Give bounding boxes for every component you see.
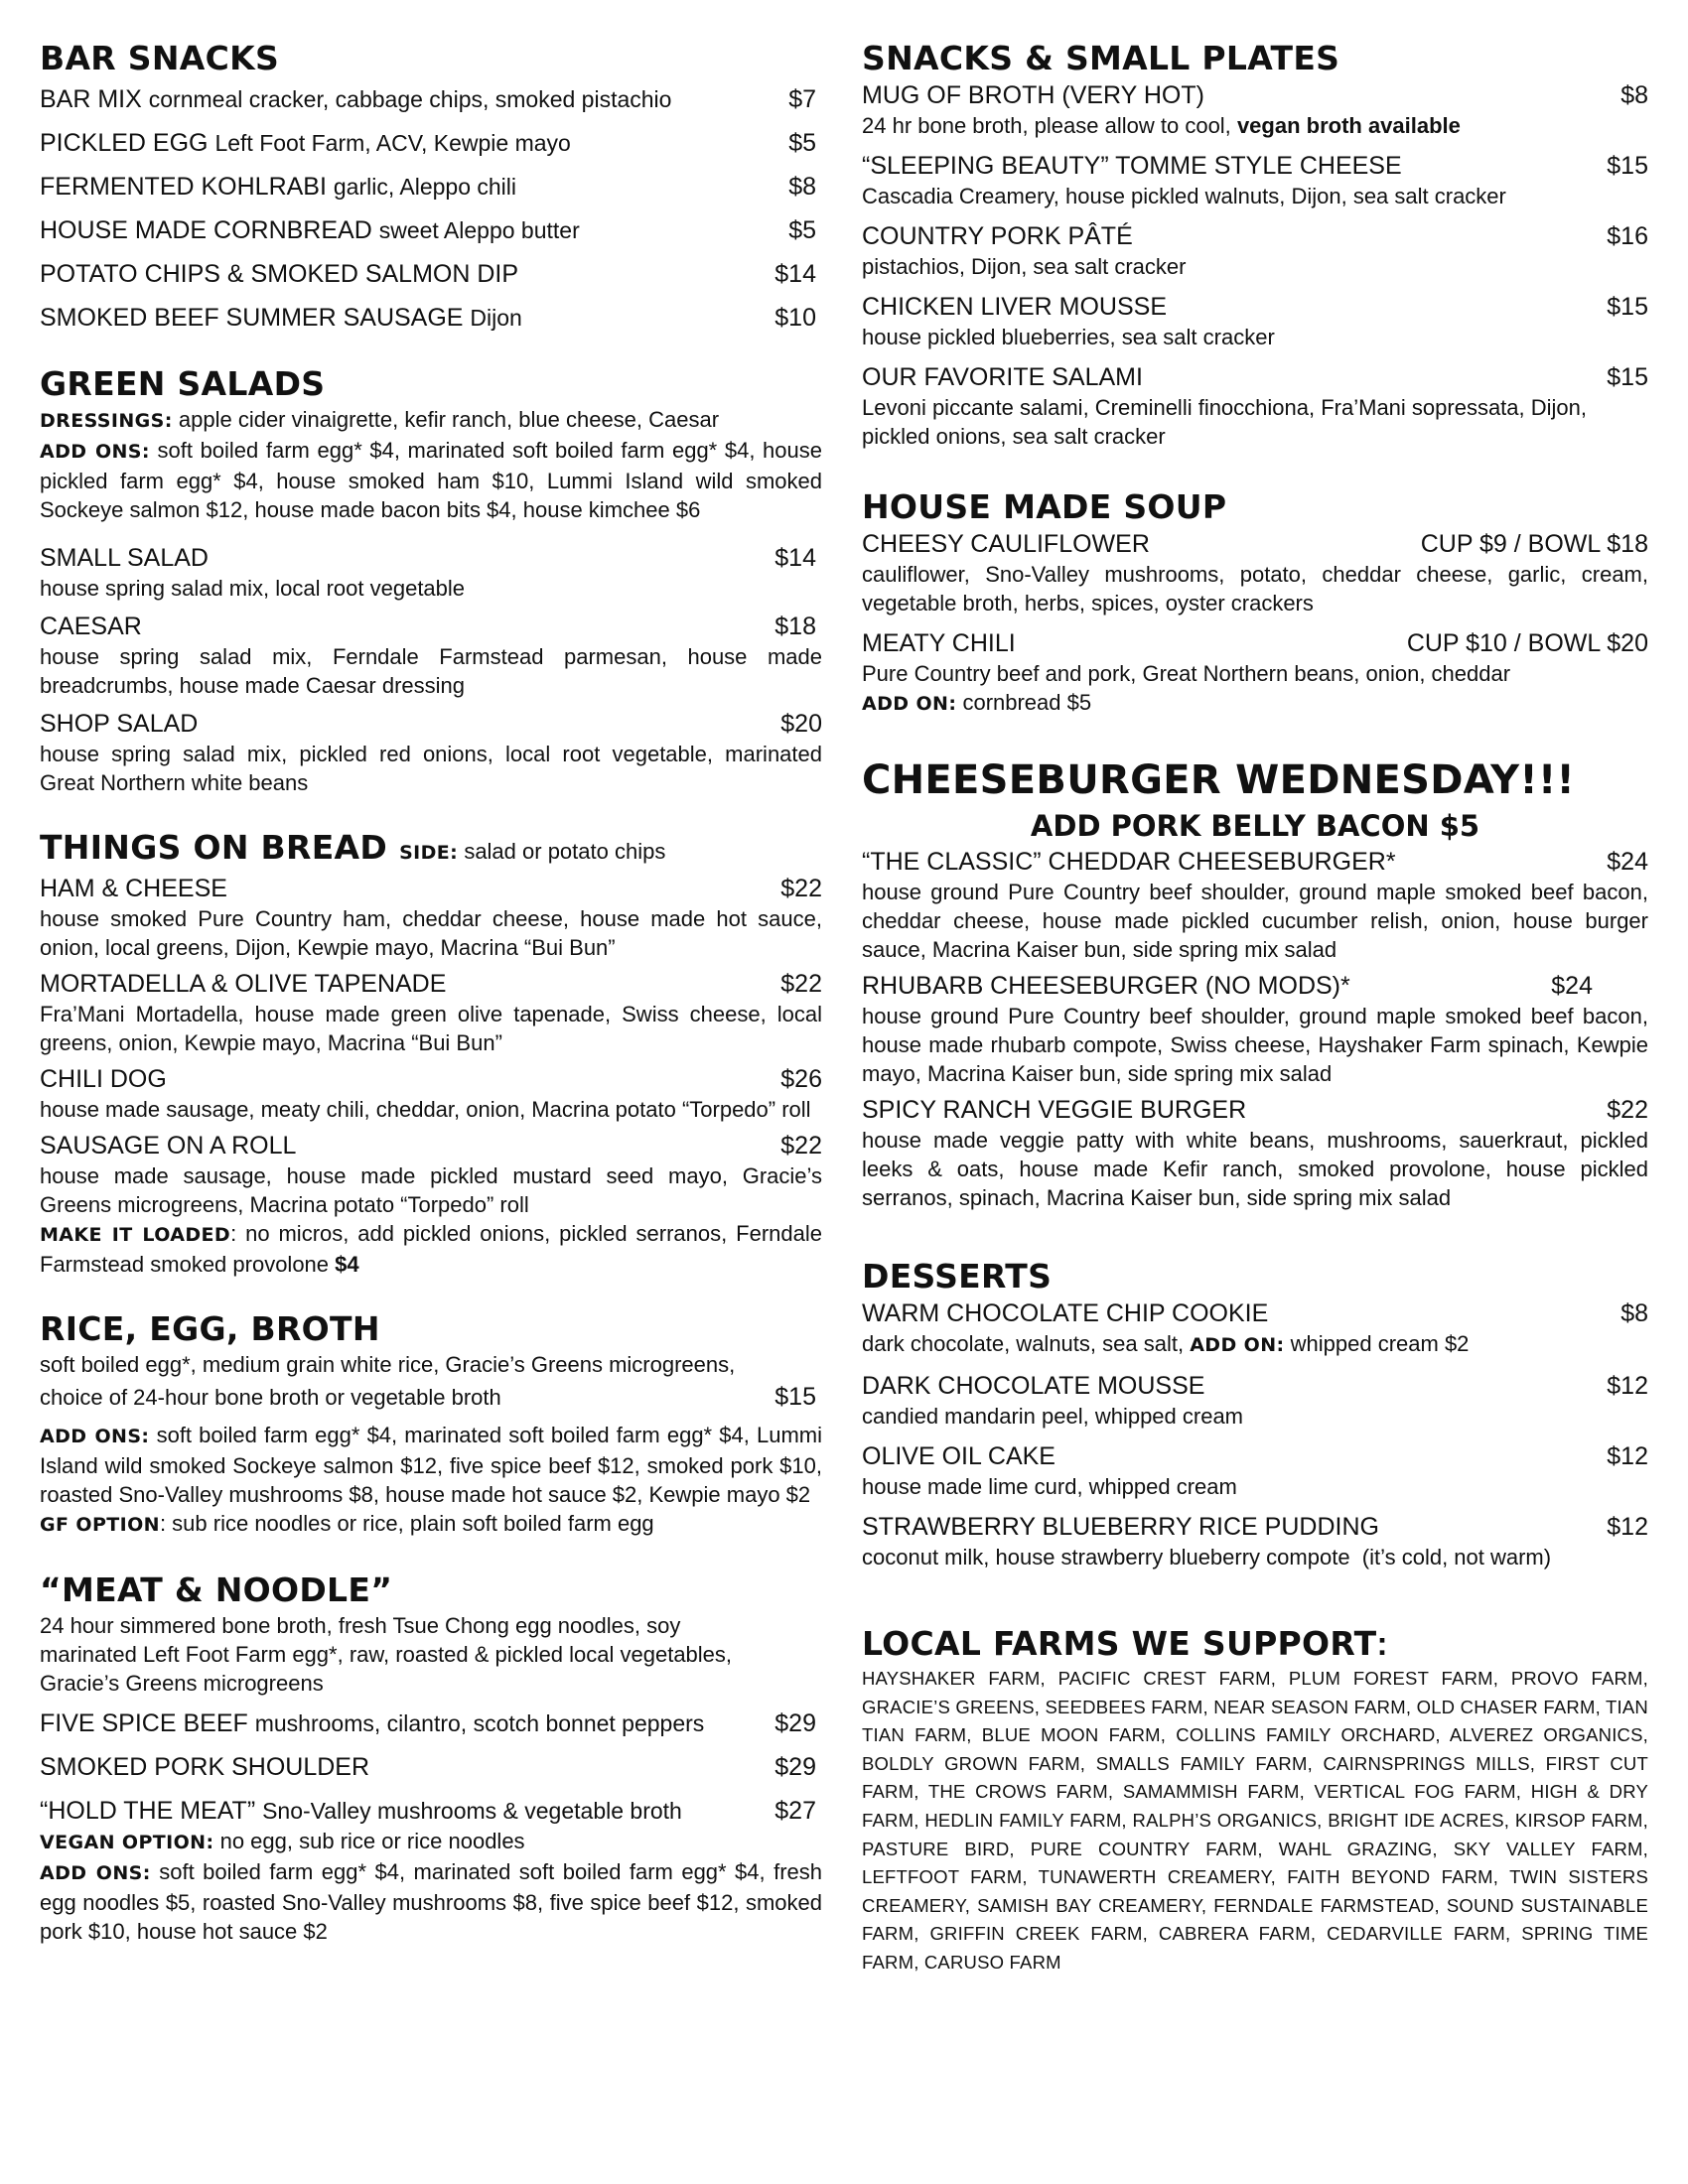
item-name: SMALL SALAD (40, 544, 209, 572)
section-title: DESSERTS (862, 1257, 1053, 1296)
item-price: CUP $10 / BOWL $20 (1406, 629, 1648, 657)
section-title (862, 1623, 1648, 1665)
item-name: DARK CHOCOLATE MOUSSE (862, 1372, 1205, 1400)
item-name: CHILI DOG (40, 1065, 167, 1093)
item-price: $8 (1620, 81, 1648, 109)
item-desc: house made sausage, house made pickled mustard seed mayo, Gracie’s Greens microgreens, Macrina potato “Torpedo” roll (40, 1163, 822, 1217)
menu-item-tomme-cheese (862, 150, 1648, 182)
item-name: “THE CLASSIC” CHEDDAR CHEESEBURGER* (862, 848, 1396, 876)
addons-text: soft boiled farm egg* $4, marinated soft boiled farm egg* $4, Lummi Island wild smoked Sockeye salmon $12, five spice beef $12, smoked pork $10, roasted Sno-Valley mushrooms $8, house made hot sauce $2, Kewpie mayo $2 (40, 1423, 822, 1507)
menu-item-veggie-burger (862, 1094, 1648, 1126)
menu-item-caesar (40, 611, 822, 642)
menu-item-ham-cheese (40, 873, 822, 904)
item-price: $29 (774, 1709, 816, 1737)
side-text: salad or potato chips (464, 839, 666, 864)
item-name: SPICY RANCH VEGGIE BURGER (862, 1096, 1247, 1124)
house-soup-section (862, 486, 1648, 719)
item-desc: house pickled blueberries, sea salt cracker (862, 325, 1275, 349)
section-title: BAR SNACKS (40, 39, 280, 77)
menu-item-mousse (862, 1370, 1648, 1402)
menu-item-fermented-kohlrabi (40, 171, 822, 203)
addons-line (40, 1421, 822, 1509)
item-desc: house spring salad mix, pickled red onions, local root vegetable, marinated Great Northern white beans (40, 742, 822, 795)
menu-item-chicken-liver (862, 291, 1648, 323)
item-price: $5 (788, 216, 816, 244)
item-desc: house spring salad mix, local root vegetable (40, 576, 466, 601)
item-price: $7 (788, 85, 816, 113)
section-subtitle: ADD PORK BELLY BACON $5 (1030, 809, 1480, 843)
side-note (399, 837, 665, 868)
menu-item-sausage-roll (40, 1130, 822, 1161)
rice-egg-broth-section (40, 1308, 822, 1540)
menu-item-rhubarb-burger (862, 970, 1648, 1002)
item-price: $22 (780, 970, 822, 998)
item-name: “SLEEPING BEAUTY” TOMME STYLE CHEESE (862, 152, 1402, 180)
item-price: $24 (1607, 848, 1648, 876)
menu-item-hold-the-meat (40, 1795, 822, 1827)
item-desc-line (862, 111, 1648, 140)
menu-item-shop-salad (40, 708, 822, 740)
item-price: $22 (780, 875, 822, 902)
item-name: OUR FAVORITE SALAMI (862, 363, 1143, 391)
item-desc: candied mandarin peel, whipped cream (862, 1404, 1244, 1429)
cheeseburger-section (862, 754, 1648, 1212)
item-name: BAR MIX (40, 85, 142, 113)
addons-text: soft boiled farm egg* $4, marinated soft boiled farm egg* $4, house pickled farm egg* $4, house smoked ham $10, Lummi Island wild smoked Sockeye salmon $12, house made bacon bits $4, house kimchee $6 (40, 438, 822, 522)
addon-text: whipped cream $2 (1290, 1331, 1470, 1356)
item-desc: house spring salad mix, Ferndale Farmstead parmesan, house made breadcrumbs, house made Caesar dressing (40, 644, 822, 698)
right-column (862, 38, 1648, 1978)
item-name: HAM & CHEESE (40, 875, 227, 902)
addon-label: ADD ON: (1190, 1334, 1285, 1356)
item-price: $8 (1620, 1299, 1648, 1327)
item-price: $12 (1607, 1513, 1648, 1541)
farms-list: HAYSHAKER FARM, PACIFIC CREST FARM, PLUM FOREST FARM, PROVO FARM, GRACIE’S GREENS, SEEDBEES FARM, NEAR SEASON FARM, OLD CHASER FARM, TIAN TIAN FARM, BLUE MOON FARM, COLLINS FAMILY ORCHARD, ALVEREZ ORGANICS, BOLDLY GROWN FARM, SMALLS FAMILY FARM, CAIRNSPRINGS MILLS, FIRST CUT FARM, THE CROWS FARM, SAMAMMISH FARM, VERTICAL FOG FARM, HIGH & DRY FARM, HEDLIN FAMILY FARM, RALPH’S ORGANICS, BRIGHT IDE ACRES, KIRSOP FARM, PASTURE BIRD, PURE COUNTRY FARM, WAHL GRAZING, SKY VALLEY FARM, LEFTFOOT FARM, TUNAWERTH CREAMERY, FAITH BEYOND FARM, TWIN SISTERS CREAMERY, SAMISH BAY CREAMERY, FERNDALE FARMSTEAD, SOUND SUSTAINABLE FARM, GRIFFIN CREEK FARM, CABRERA FARM, CEDARVILLE FARM, SPRING TIME FARM, CARUSO FARM (862, 1668, 1648, 1973)
item-price: CUP $9 / BOWL $18 (1420, 530, 1648, 558)
item-name: STRAWBERRY BLUEBERRY RICE PUDDING (862, 1513, 1379, 1541)
item-name: PICKLED EGG (40, 129, 209, 157)
loaded-label: MAKE IT LOADED (40, 1224, 231, 1246)
item-price: $22 (780, 1132, 822, 1160)
green-salads-section (40, 363, 822, 797)
item-desc: Dijon (470, 305, 522, 331)
dressings-line (40, 405, 822, 436)
dressings-text: apple cider vinaigrette, kefir ranch, blue cheese, Caesar (178, 407, 720, 432)
item-name: POTATO CHIPS & SMOKED SALMON DIP (40, 260, 519, 288)
menu-item-meaty-chili (862, 627, 1648, 659)
item-name: SMOKED BEEF SUMMER SAUSAGE (40, 304, 464, 332)
item-price: $12 (1607, 1442, 1648, 1470)
loaded-text: : no micros, add pickled onions, pickled serranos, Ferndale Farmstead smoked provolone (40, 1221, 822, 1277)
menu-item-bar-mix (40, 83, 822, 115)
make-it-loaded (40, 1219, 822, 1279)
addons-label: ADD ONS: (40, 441, 150, 463)
item-name: MORTADELLA & OLIVE TAPENADE (40, 970, 447, 998)
menu-item-cookie (862, 1297, 1648, 1329)
item-desc: Cascadia Creamery, house pickled walnuts, Dijon, sea salt cracker (862, 184, 1506, 208)
item-name: FIVE SPICE BEEF (40, 1709, 248, 1737)
item-name: OLIVE OIL CAKE (862, 1442, 1055, 1470)
item-name: HOUSE MADE CORNBREAD (40, 216, 372, 244)
item-desc: Left Foot Farm, ACV, Kewpie mayo (214, 130, 571, 156)
vegan-label: VEGAN OPTION: (40, 1832, 214, 1853)
menu-item-classic-burger (862, 846, 1648, 878)
item-desc: Levoni piccante salami, Creminelli finocchiona, Fra’Mani sopressata, Dijon, pickled onions, sea salt cracker (862, 395, 1587, 449)
item-desc: sweet Aleppo butter (378, 217, 580, 243)
item-desc: cornmeal cracker, cabbage chips, smoked pistachio (148, 86, 672, 112)
item-name: SMOKED PORK SHOULDER (40, 1753, 370, 1781)
rice-egg-broth-price-line (40, 1379, 822, 1415)
item-name: SHOP SALAD (40, 710, 199, 738)
menu-item-salami (862, 361, 1648, 393)
menu-item-mortadella (40, 968, 822, 1000)
dressings-label: DRESSINGS: (40, 410, 173, 432)
item-name: SAUSAGE ON A ROLL (40, 1132, 297, 1160)
bar-snacks-section (40, 38, 822, 334)
item-desc: dark chocolate, walnuts, sea salt, (862, 1331, 1185, 1356)
item-price: $18 (774, 613, 816, 640)
item-name: CHEESY CAULIFLOWER (862, 530, 1150, 558)
snacks-small-plates-section (862, 38, 1648, 451)
item-desc-line (862, 1329, 1648, 1360)
section-title: SNACKS & SMALL PLATES (862, 39, 1340, 77)
addons-label: ADD ONS: (40, 1426, 150, 1447)
item-name: MUG OF BROTH (VERY HOT) (862, 81, 1204, 109)
item-desc: cauliflower, Sno-Valley mushrooms, potato, cheddar cheese, garlic, cream, vegetable broth, herbs, spices, oyster crackers (862, 562, 1648, 615)
item-desc: house ground Pure Country beef shoulder, ground maple smoked beef bacon, cheddar cheese, house made pickled cucumber relish, onion, house burger sauce, Macrina Kaiser bun, side spring mix salad (862, 880, 1648, 962)
item-desc: 24 hr bone broth, please allow to cool, (862, 113, 1231, 138)
menu-item-cornbread (40, 214, 822, 246)
item-price: $20 (780, 710, 822, 738)
left-column (40, 38, 822, 1946)
loaded-price: $4 (335, 1252, 359, 1277)
menu-item-pickled-egg (40, 127, 822, 159)
item-price: $15 (1607, 363, 1648, 391)
item-price: $16 (1607, 222, 1648, 250)
item-desc: garlic, Aleppo chili (333, 174, 516, 200)
item-desc: coconut milk, house strawberry blueberry compote (it’s cold, not warm) (862, 1545, 1552, 1570)
item-name: “HOLD THE MEAT” (40, 1797, 256, 1825)
item-name: CHICKEN LIVER MOUSSE (862, 293, 1168, 321)
menu-item-smoked-pork (40, 1751, 822, 1783)
section-title-text: LOCAL FARMS WE SUPPORT (862, 1624, 1377, 1663)
menu-item-five-spice-beef (40, 1707, 822, 1739)
vegan-option (40, 1827, 822, 1857)
addon-line (862, 688, 1648, 719)
menu-item-olive-oil-cake (862, 1440, 1648, 1472)
item-price: $15 (774, 1383, 816, 1411)
item-desc: house ground Pure Country beef shoulder, ground maple smoked beef bacon, house made rhubarb compote, Swiss cheese, Hayshaker Farm spinach, Kewpie mayo, Macrina Kaiser bun, side spring mix salad (862, 1004, 1648, 1086)
item-desc: Fra’Mani Mortadella, house made green olive tapenade, Swiss cheese, local greens, onion, Kewpie mayo, Macrina “Bui Bun” (40, 1002, 822, 1055)
item-price: $5 (788, 129, 816, 157)
section-title: RICE, EGG, BROTH (40, 1309, 380, 1348)
local-farms-section (862, 1623, 1648, 1978)
title-colon: : (1376, 1625, 1388, 1662)
meat-noodle-section (40, 1570, 822, 1946)
item-price: $27 (774, 1797, 816, 1825)
item-price: $14 (774, 260, 816, 288)
item-name: FERMENTED KOHLRABI (40, 173, 327, 201)
item-name: COUNTRY PORK PÂTÉ (862, 222, 1133, 250)
gf-label: GF OPTION (40, 1514, 160, 1536)
addons-line (40, 1857, 822, 1946)
item-price: $22 (1607, 1096, 1648, 1124)
item-price: $26 (780, 1065, 822, 1093)
menu-item-potato-chips (40, 258, 822, 290)
addons-line (40, 436, 822, 524)
section-title: “MEAT & NOODLE” (40, 1570, 393, 1609)
item-name: RHUBARB CHEESEBURGER (NO MODS)* (862, 972, 1350, 1000)
item-price: $15 (1607, 152, 1648, 180)
item-price: $29 (774, 1753, 816, 1781)
addon-label: ADD ON: (862, 693, 957, 715)
gf-text: : sub rice noodles or rice, plain soft boiled farm egg (159, 1511, 654, 1536)
section-title: THINGS ON BREAD (40, 828, 388, 867)
item-price: $12 (1607, 1372, 1648, 1400)
section-title: GREEN SALADS (40, 364, 326, 403)
addons-label: ADD ONS: (40, 1862, 151, 1884)
item-desc: Pure Country beef and pork, Great Northern beans, onion, cheddar (862, 661, 1511, 686)
item-price: $8 (788, 173, 816, 201)
item-name: MEATY CHILI (862, 629, 1016, 657)
item-desc: house smoked Pure Country ham, cheddar cheese, house made hot sauce, onion, local greens, Dijon, Kewpie mayo, Macrina “Bui Bun” (40, 906, 822, 960)
item-desc-bold: vegan broth available (1236, 113, 1461, 138)
vegan-text: no egg, sub rice or rice noodles (219, 1829, 525, 1853)
addons-text: soft boiled farm egg* $4, marinated soft boiled farm egg* $4, fresh egg noodles $5, roasted Sno-Valley mushrooms $8, five spice beef $12, smoked pork $10, house hot sauce $2 (40, 1859, 823, 1944)
item-price: $24 (1551, 972, 1593, 1000)
item-desc-2: choice of 24-hour bone broth or vegetable broth (40, 1385, 501, 1410)
things-on-bread-section (40, 827, 822, 1279)
item-price: $15 (1607, 293, 1648, 321)
menu-item-mug-of-broth (862, 79, 1648, 111)
section-title: HOUSE MADE SOUP (862, 487, 1227, 526)
desserts-section (862, 1256, 1648, 1571)
gf-option (40, 1509, 822, 1540)
item-desc: Sno-Valley mushrooms & vegetable broth (262, 1798, 682, 1824)
item-desc: mushrooms, cilantro, scotch bonnet peppers (254, 1710, 705, 1736)
item-desc: pistachios, Dijon, sea salt cracker (862, 254, 1187, 279)
menu-item-chili-dog (40, 1063, 822, 1095)
item-price: $14 (774, 544, 816, 572)
section-title: CHEESEBURGER WEDNESDAY!!! (862, 757, 1576, 803)
menu-item-cheesy-cauliflower (862, 528, 1648, 560)
item-desc: house made sausage, meaty chili, cheddar, onion, Macrina potato “Torpedo” roll (40, 1097, 811, 1122)
item-desc: soft boiled egg*, medium grain white rice, Gracie’s Greens microgreens, (40, 1352, 736, 1377)
item-desc: house made lime curd, whipped cream (862, 1474, 1237, 1499)
section-desc: 24 hour simmered bone broth, fresh Tsue Chong egg noodles, soy marinated Left Foot Farm egg*, raw, roasted & pickled local vegetables, Gracie’s Greens microgreens (40, 1613, 733, 1696)
menu-item-summer-sausage (40, 302, 822, 334)
item-price: $10 (774, 304, 816, 332)
item-name: WARM CHOCOLATE CHIP COOKIE (862, 1299, 1269, 1327)
item-name: CAESAR (40, 613, 142, 640)
menu-item-small-salad (40, 542, 822, 574)
menu-item-rice-pudding (862, 1511, 1648, 1543)
menu-item-pork-pate (862, 220, 1648, 252)
addon-text: cornbread $5 (962, 690, 1092, 715)
item-desc: house made veggie patty with white beans, mushrooms, sauerkraut, pickled leeks & oats, house made Kefir ranch, smoked provolone, house pickled serranos, spinach, Macrina Kaiser bun, side spring mix salad (862, 1128, 1648, 1210)
side-label: SIDE: (399, 842, 459, 864)
